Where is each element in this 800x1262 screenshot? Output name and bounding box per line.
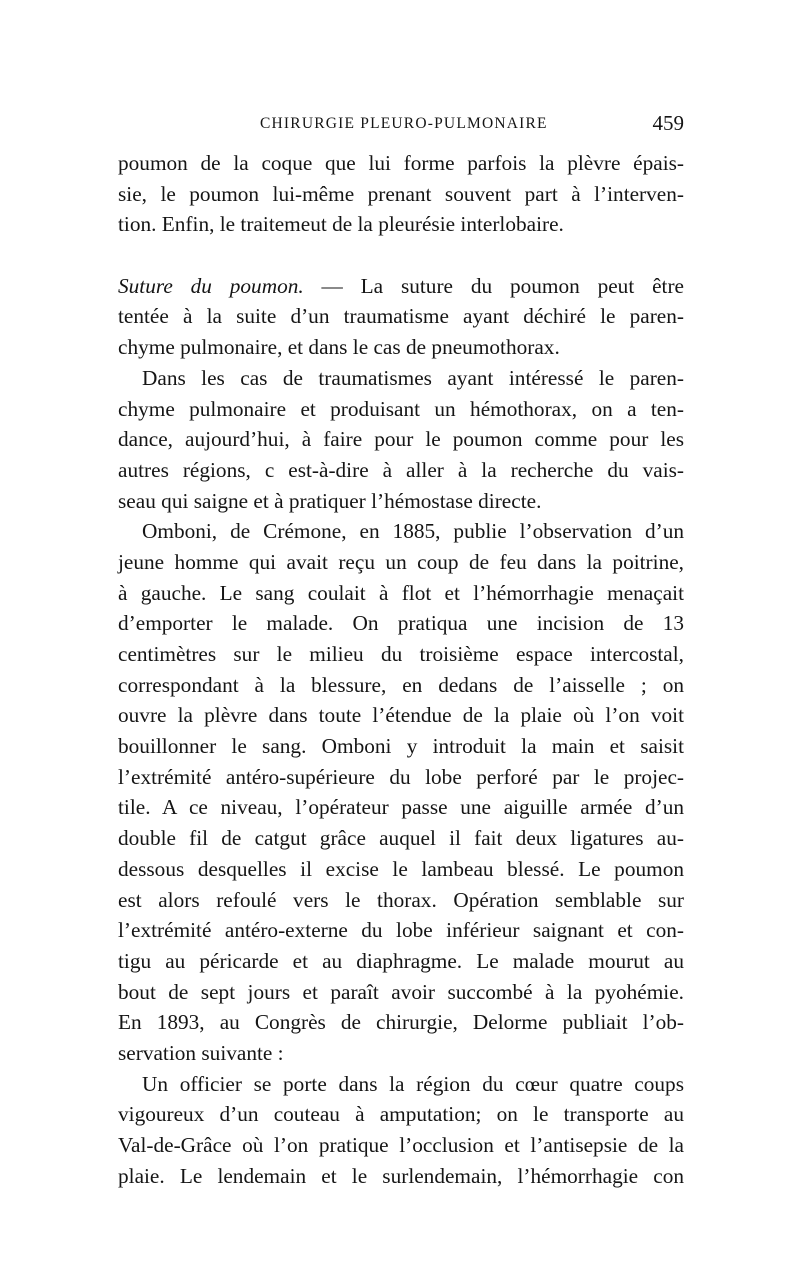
text-line: Un officier se porte dans la région du cœur quatre coups: [142, 1071, 684, 1096]
text-line: bout de sept jours et paraît avoir succombé à la pyohémie.: [118, 979, 684, 1004]
text-line: ouvre la plèvre dans toute l’étendue de la plaie où l’on voit: [118, 703, 684, 728]
text-line: servation suivante :: [118, 1040, 284, 1065]
text-line: tile. A ce niveau, l’opérateur passe une aiguille armée d’un: [118, 795, 684, 820]
text-line: d’emporter le malade. On pratiqua une incision de 13: [118, 611, 684, 636]
text-line: jeune homme qui avait reçu un coup de feu dans la poitrine,: [118, 549, 684, 574]
text-line: l’extrémité antéro-supérieure du lobe perforé par le projec-: [118, 764, 684, 789]
paragraph-suture-du-poumon: [118, 271, 684, 363]
text-line-rest: — La suture du poumon peut être: [303, 273, 684, 298]
text-line: poumon de la coque que lui forme parfois la plèvre épais-: [118, 151, 684, 175]
paragraph-officier: [118, 1069, 684, 1192]
text-line: plaie. Le lendemain et le surlendemain, l’hémorrhagie con: [118, 1163, 684, 1188]
text-line: est alors refoulé vers le thorax. Opération semblable sur: [118, 887, 684, 912]
text-line: Omboni, de Crémone, en 1885, publie l’observation d’un: [142, 519, 684, 544]
text-line: autres régions, c est-à-dire à aller à la recherche du vais-: [118, 457, 684, 482]
text-line: tion. Enfin, le traitemeut de la pleurésie interlobaire.: [118, 212, 564, 237]
paragraph-traumatismes: [118, 363, 684, 516]
paragraph-omboni: [118, 516, 684, 1068]
paragraph-continuation: [118, 148, 684, 240]
text-line: dessous desquelles il excise le lambeau blessé. Le poumon: [118, 856, 684, 881]
text-line: centimètres sur le milieu du troisième espace intercostal,: [118, 642, 684, 666]
text-line: dance, aujourd’hui, à faire pour le poumon comme pour les: [118, 427, 684, 452]
text-line: bouillonner le sang. Omboni y introduit la main et saisit: [118, 734, 684, 759]
body-text: [118, 148, 684, 1191]
text-line: tigu au péricarde et au diaphragme. Le malade mourut au: [118, 948, 684, 973]
text-line: l’extrémité antéro-externe du lobe inférieur saignant et con-: [118, 918, 684, 943]
text-line: [118, 271, 684, 302]
text-line: seau qui saigne et à pratiquer l’hémostase directe.: [118, 488, 542, 513]
page-number: 459: [652, 111, 684, 135]
text-line: tentée à la suite d’un traumatisme ayant déchiré le paren-: [118, 304, 684, 329]
text-line: correspondant à la blessure, en dedans de l’aisselle ; on: [118, 672, 684, 697]
text-line: En 1893, au Congrès de chirurgie, Delorme publiait l’ob-: [118, 1010, 684, 1035]
text-line: sie, le poumon lui-même prenant souvent part à l’interven-: [118, 181, 684, 206]
text-line: Val-de-Grâce où l’on pratique l’occlusion et l’antisepsie de la: [118, 1133, 684, 1157]
text-line: vigoureux d’un couteau à amputation; on le transporte au: [118, 1102, 684, 1127]
running-head: [118, 113, 684, 139]
text-line: Dans les cas de traumatismes ayant intéressé le paren-: [142, 365, 684, 390]
text-line: double fil de catgut grâce auquel il fait deux ligatures au-: [118, 826, 684, 851]
section-heading: Suture du poumon.: [118, 273, 304, 298]
paragraph-gap: [118, 240, 684, 271]
text-line: à gauche. Le sang coulait à flot et l’hémorrhagie menaçait: [118, 580, 684, 605]
running-title: CHIRURGIE PLEURO-PULMONAIRE: [260, 115, 548, 132]
text-line: chyme pulmonaire, et dans le cas de pneumothorax.: [118, 335, 560, 360]
text-line: chyme pulmonaire et produisant un hémothorax, on a ten-: [118, 396, 684, 421]
